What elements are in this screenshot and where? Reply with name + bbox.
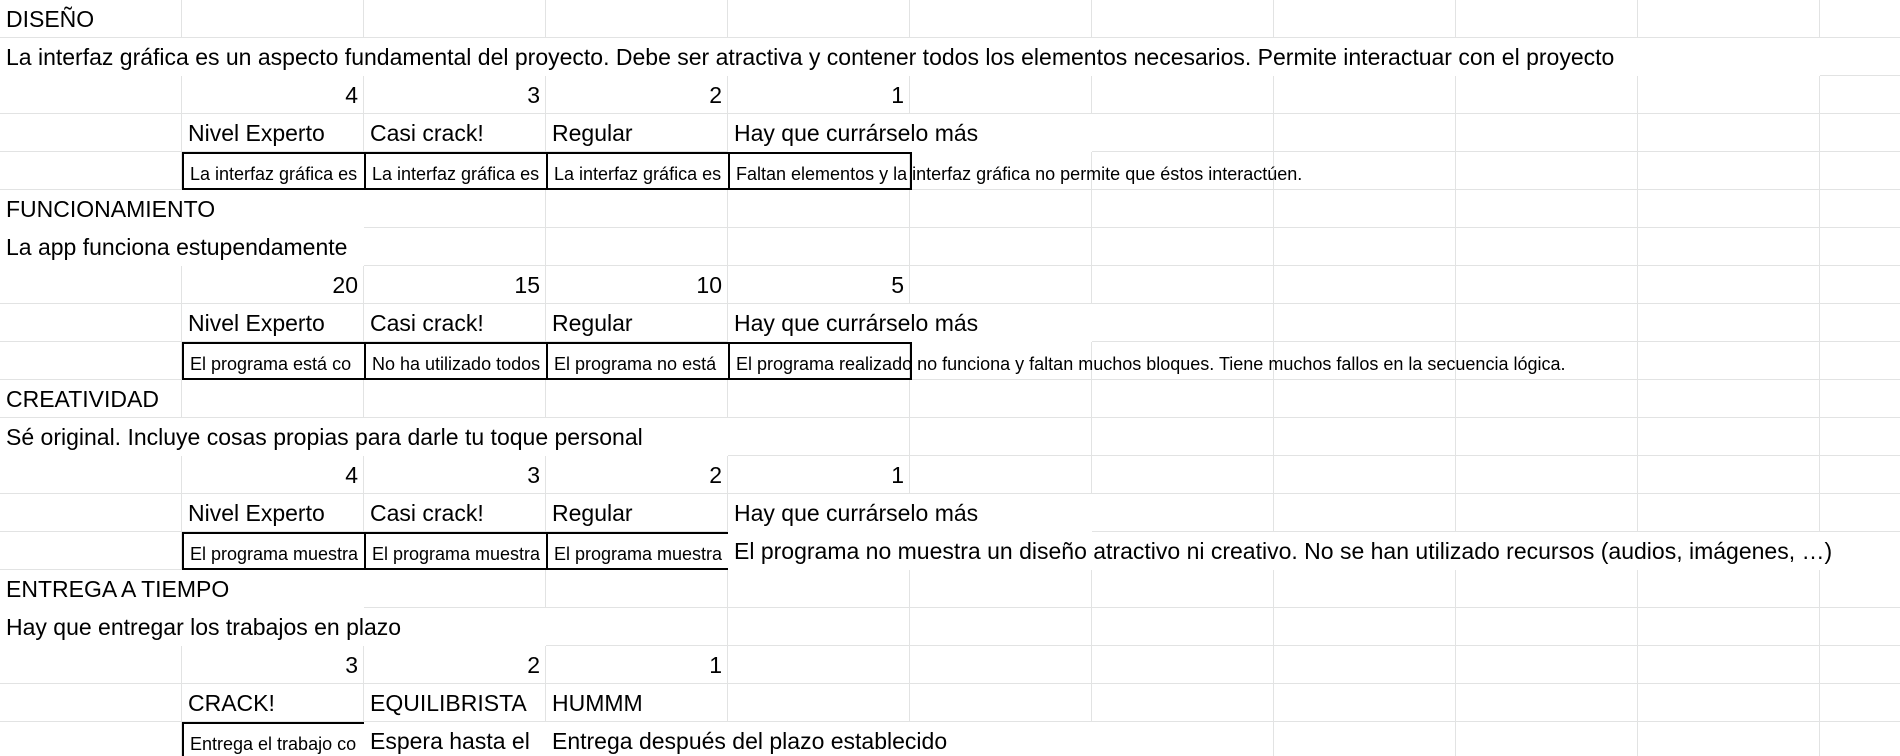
level-cell[interactable]: Nivel Experto bbox=[188, 120, 325, 146]
detail-cell[interactable]: La interfaz gráfica es bbox=[364, 152, 548, 190]
detail-cell[interactable]: El programa muestra bbox=[546, 532, 730, 570]
level-cell[interactable]: EQUILIBRISTA bbox=[370, 690, 527, 716]
section-title-diseno[interactable]: DISEÑO bbox=[6, 6, 95, 32]
score-cell[interactable]: 2 bbox=[709, 462, 722, 488]
level-cell[interactable]: Regular bbox=[552, 500, 633, 526]
level-cell[interactable]: Regular bbox=[552, 310, 633, 336]
score-cell[interactable]: 4 bbox=[345, 82, 358, 108]
score-cell[interactable]: 5 bbox=[891, 272, 904, 298]
level-cell[interactable]: Casi crack! bbox=[370, 500, 484, 526]
level-cell[interactable]: HUMMM bbox=[552, 690, 643, 716]
level-cell[interactable]: Nivel Experto bbox=[188, 500, 325, 526]
detail-cell[interactable]: Entrega el trabajo co bbox=[182, 722, 366, 756]
score-cell[interactable]: 10 bbox=[696, 272, 722, 298]
score-cell[interactable]: 1 bbox=[891, 82, 904, 108]
level-cell[interactable]: Casi crack! bbox=[370, 120, 484, 146]
level-cell[interactable]: Casi crack! bbox=[370, 310, 484, 336]
detail-cell-overflow[interactable]: El programa realizado no funciona y faltan muchos bloques. Tiene muchos fallos en la secuencia lógica. bbox=[728, 342, 912, 380]
detail-cell-overflow[interactable]: Faltan elementos y la interfaz gráfica no permite que éstos interactúen. bbox=[728, 152, 912, 190]
score-cell[interactable]: 1 bbox=[891, 462, 904, 488]
detail-cell[interactable]: El programa muestra bbox=[364, 532, 548, 570]
section-title-creatividad[interactable]: CREATIVIDAD bbox=[6, 386, 159, 412]
level-cell[interactable]: CRACK! bbox=[188, 690, 275, 716]
score-cell[interactable]: 3 bbox=[527, 82, 540, 108]
score-cell[interactable]: 2 bbox=[527, 652, 540, 678]
level-cell[interactable]: Regular bbox=[552, 120, 633, 146]
detail-cell[interactable]: La interfaz gráfica es bbox=[546, 152, 730, 190]
level-cell[interactable]: Nivel Experto bbox=[188, 310, 325, 336]
detail-cell[interactable]: La interfaz gráfica es bbox=[182, 152, 366, 190]
level-cell[interactable]: Hay que currárselo más bbox=[728, 304, 1092, 342]
section-title-entrega[interactable]: ENTREGA A TIEMPO bbox=[0, 570, 364, 608]
detail-cell[interactable]: El programa está co bbox=[182, 342, 366, 380]
section-description-diseno[interactable]: La interfaz gráfica es un aspecto fundamental del proyecto. Debe ser atractiva y contener todos los elementos necesarios. Permite interactuar con el proyecto bbox=[0, 38, 1820, 76]
section-description-creatividad[interactable]: Sé original. Incluye cosas propias para darle tu toque personal bbox=[0, 418, 728, 456]
score-cell[interactable]: 3 bbox=[527, 462, 540, 488]
score-cell[interactable]: 20 bbox=[332, 272, 358, 298]
score-cell[interactable]: 2 bbox=[709, 82, 722, 108]
score-cell[interactable]: 3 bbox=[345, 652, 358, 678]
level-cell[interactable]: Hay que currárselo más bbox=[728, 494, 1092, 532]
score-cell[interactable]: 1 bbox=[709, 652, 722, 678]
detail-cell[interactable]: No ha utilizado todos bbox=[364, 342, 548, 380]
detail-cell[interactable]: El programa muestra bbox=[182, 532, 366, 570]
detail-cell[interactable]: Espera hasta el bbox=[364, 722, 546, 756]
detail-cell-overflow[interactable]: El programa no muestra un diseño atractivo ni creativo. No se han utilizado recursos (audios, imágenes, …) bbox=[728, 532, 1900, 570]
score-cell[interactable]: 15 bbox=[514, 272, 540, 298]
level-cell[interactable]: Hay que currárselo más bbox=[728, 114, 1092, 152]
section-description-funcionamiento[interactable]: La app funciona estupendamente bbox=[0, 228, 364, 266]
detail-cell-overflow[interactable]: Entrega después del plazo establecido bbox=[546, 722, 1092, 756]
section-description-entrega[interactable]: Hay que entregar los trabajos en plazo bbox=[0, 608, 546, 646]
detail-cell[interactable]: El programa no está bbox=[546, 342, 730, 380]
section-title-funcionamiento[interactable]: FUNCIONAMIENTO bbox=[0, 190, 364, 228]
score-cell[interactable]: 4 bbox=[345, 462, 358, 488]
